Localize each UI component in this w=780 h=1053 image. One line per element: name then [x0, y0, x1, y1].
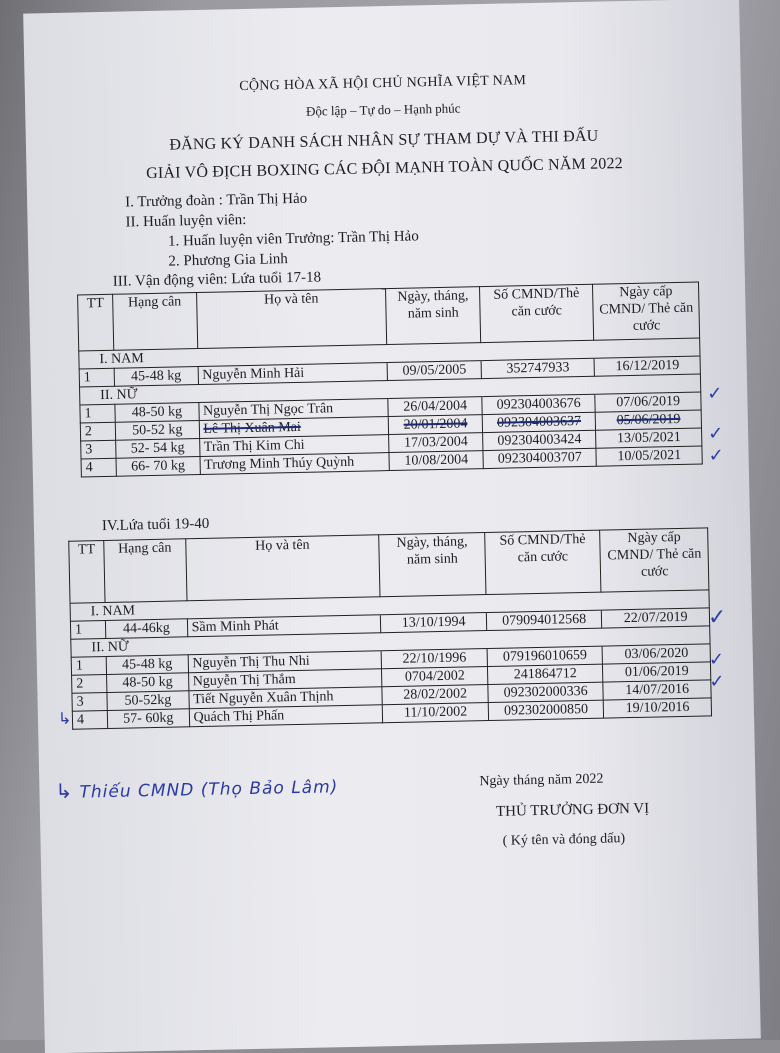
- athletes-table-19-40: [68, 527, 712, 729]
- cell-weight: 44-46kg: [106, 619, 188, 639]
- cell-id: 092302000336: [488, 682, 604, 702]
- section4-heading: IV.Lứa tuổi 19-40: [101, 515, 210, 535]
- cell-dob: 10/08/2004: [389, 451, 483, 471]
- cell-dob: 20/01/2004: [389, 415, 483, 435]
- cell-weight: 57- 60kg: [107, 709, 189, 729]
- cell-weight: 45-48 kg: [114, 367, 198, 387]
- group-male-label: I. NAM: [79, 345, 388, 369]
- coach-2: 2. Phương Gia Linh: [168, 251, 288, 270]
- col-name: Họ và tên: [185, 535, 380, 601]
- arrow-icon: ↳: [55, 778, 74, 804]
- check-mark-icon: ✓: [708, 445, 724, 467]
- group-male-label: I. NAM: [70, 597, 381, 621]
- col-dob: Ngày, tháng, năm sinh: [386, 287, 481, 345]
- cell-id: 092304003637: [482, 412, 596, 432]
- cell-name: Nguyễn Thị Thắm: [188, 669, 382, 691]
- cell-issued: 22/07/2019: [602, 608, 710, 628]
- team-leader: I. Trưởng đoàn : Trần Thị Hảo: [124, 190, 308, 211]
- col-dob: Ngày, tháng, năm sinh: [379, 533, 486, 597]
- cell-dob: 28/02/2002: [382, 685, 488, 705]
- col-issued: Ngày cấp CMND/ Thẻ căn cước: [593, 282, 700, 340]
- country-header: CỘNG HÒA XÃ HỘI CHỦ NGHĨA VIỆT NAM: [239, 73, 527, 95]
- cell-tt: 3: [81, 440, 117, 459]
- cell-name: Nguyễn Thị Thu Nhi: [188, 651, 382, 673]
- check-mark-icon: ✓: [708, 649, 725, 671]
- cell-issued: 05/06/2019: [596, 410, 702, 430]
- unit-head-title: THỦ TRƯỞNG ĐƠN VỊ: [495, 800, 650, 820]
- cell-id: 079094012568: [486, 610, 602, 630]
- cell-id: 079196010659: [487, 646, 603, 666]
- cell-tt: 1: [80, 404, 116, 423]
- athletes-table-17-18: [77, 282, 703, 478]
- cell-issued: 07/06/2019: [595, 392, 701, 412]
- col-id: Số CMND/Thẻ căn cước: [485, 530, 602, 594]
- cell-name: Quách Thị Phấn: [189, 705, 383, 727]
- cell-dob: 0704/2002: [382, 667, 488, 687]
- cell-weight: 48-50 kg: [107, 673, 189, 693]
- cell-name: Trương Minh Thúy Quỳnh: [200, 453, 390, 475]
- coach-1: 1. Huấn luyện viên Trưởng: Trần Thị Hảo: [167, 228, 419, 250]
- document-page: [23, 0, 761, 1053]
- cell-name: Tiết Nguyễn Xuân Thịnh: [188, 687, 382, 709]
- cell-id: 092302000850: [488, 700, 604, 720]
- cell-id: 092304003707: [483, 448, 597, 468]
- check-mark-icon: ✓: [709, 671, 725, 693]
- cell-weight: 50-52 kg: [115, 421, 199, 441]
- cell-issued: 19/10/2016: [604, 698, 712, 718]
- cell-name: Trần Thị Kim Chi: [199, 435, 389, 457]
- motto: Độc lập – Tự do – Hạnh phúc: [305, 100, 461, 119]
- col-name: Họ và tên: [196, 289, 387, 349]
- cell-weight: 52- 54 kg: [116, 439, 200, 459]
- cell-id: 352747933: [481, 358, 595, 378]
- cell-tt: 1: [70, 621, 106, 640]
- cell-name: Lê Thị Xuân Mai: [199, 417, 389, 439]
- cell-dob: 11/10/2002: [383, 703, 489, 723]
- check-mark-icon: ✓: [707, 383, 723, 405]
- cell-dob: 26/04/2004: [388, 397, 482, 417]
- cell-name: Sầm Minh Phát: [187, 615, 381, 637]
- cell-issued: 14/07/2016: [603, 680, 711, 700]
- handwritten-note: Thiếu CMND (Thọ Bảo Lâm): [79, 777, 339, 803]
- col-weight: Hạng cân: [113, 293, 198, 351]
- col-tt: TT: [78, 294, 114, 351]
- section3-heading: III. Vận động viên: Lứa tuổi 17-18: [112, 269, 322, 290]
- cell-tt: 1: [79, 368, 115, 387]
- document-title-line1: ĐĂNG KÝ DANH SÁCH NHÂN SỰ THAM DỰ VÀ THI ĐẤU: [169, 127, 599, 154]
- cell-tt: 4: [72, 710, 108, 729]
- cell-tt: 4: [81, 458, 117, 477]
- cell-id: 092304003424: [482, 430, 596, 450]
- cell-issued: 16/12/2019: [594, 356, 700, 376]
- cell-weight: 66- 70 kg: [116, 457, 200, 477]
- cell-issued: 10/05/2021: [596, 446, 702, 466]
- cell-issued: 01/06/2019: [603, 662, 711, 682]
- cell-weight: 45-48 kg: [106, 655, 188, 675]
- group-female-label: II. NỮ: [80, 381, 389, 405]
- cell-id: 241864712: [487, 664, 603, 684]
- cell-tt: 3: [72, 693, 108, 712]
- coaches-heading: II. Huấn luyện viên:: [125, 211, 247, 231]
- cell-dob: 13/10/1994: [381, 613, 487, 633]
- col-issued: Ngày cấp CMND/ Thẻ căn cước: [600, 528, 709, 592]
- document-title-line2: GIẢI VÔ ĐỊCH BOXING CÁC ĐỘI MẠNH TOÀN QUỐC NĂM 2022: [145, 155, 624, 183]
- col-tt: TT: [69, 541, 105, 604]
- cell-issued: 13/05/2021: [596, 428, 702, 448]
- cell-dob: 09/05/2005: [388, 361, 482, 381]
- cell-tt: 2: [72, 675, 108, 694]
- cell-weight: 48-50 kg: [115, 403, 199, 423]
- check-mark-icon: ✓: [707, 423, 724, 445]
- cell-name: Nguyễn Minh Hải: [198, 363, 388, 385]
- cell-weight: 50-52kg: [107, 691, 189, 711]
- cell-dob: 17/03/2004: [389, 433, 483, 453]
- col-weight: Hạng cân: [104, 539, 187, 603]
- arrow-icon: ↳: [57, 708, 73, 729]
- cell-issued: 03/06/2020: [603, 644, 711, 664]
- sign-instruction: ( Ký tên và đóng dấu): [502, 831, 626, 849]
- cell-id: 092304003676: [482, 394, 596, 414]
- cell-tt: 1: [71, 657, 107, 676]
- date-line: Ngày tháng năm 2022: [479, 771, 604, 790]
- check-mark-icon: ✓: [707, 605, 727, 631]
- col-id: Số CMND/Thẻ căn cước: [479, 284, 594, 342]
- cell-dob: 22/10/1996: [382, 649, 488, 669]
- cell-name: Nguyễn Thị Ngọc Trân: [198, 399, 388, 421]
- group-female-label: II. NỮ: [71, 633, 382, 657]
- cell-tt: 2: [80, 422, 116, 441]
